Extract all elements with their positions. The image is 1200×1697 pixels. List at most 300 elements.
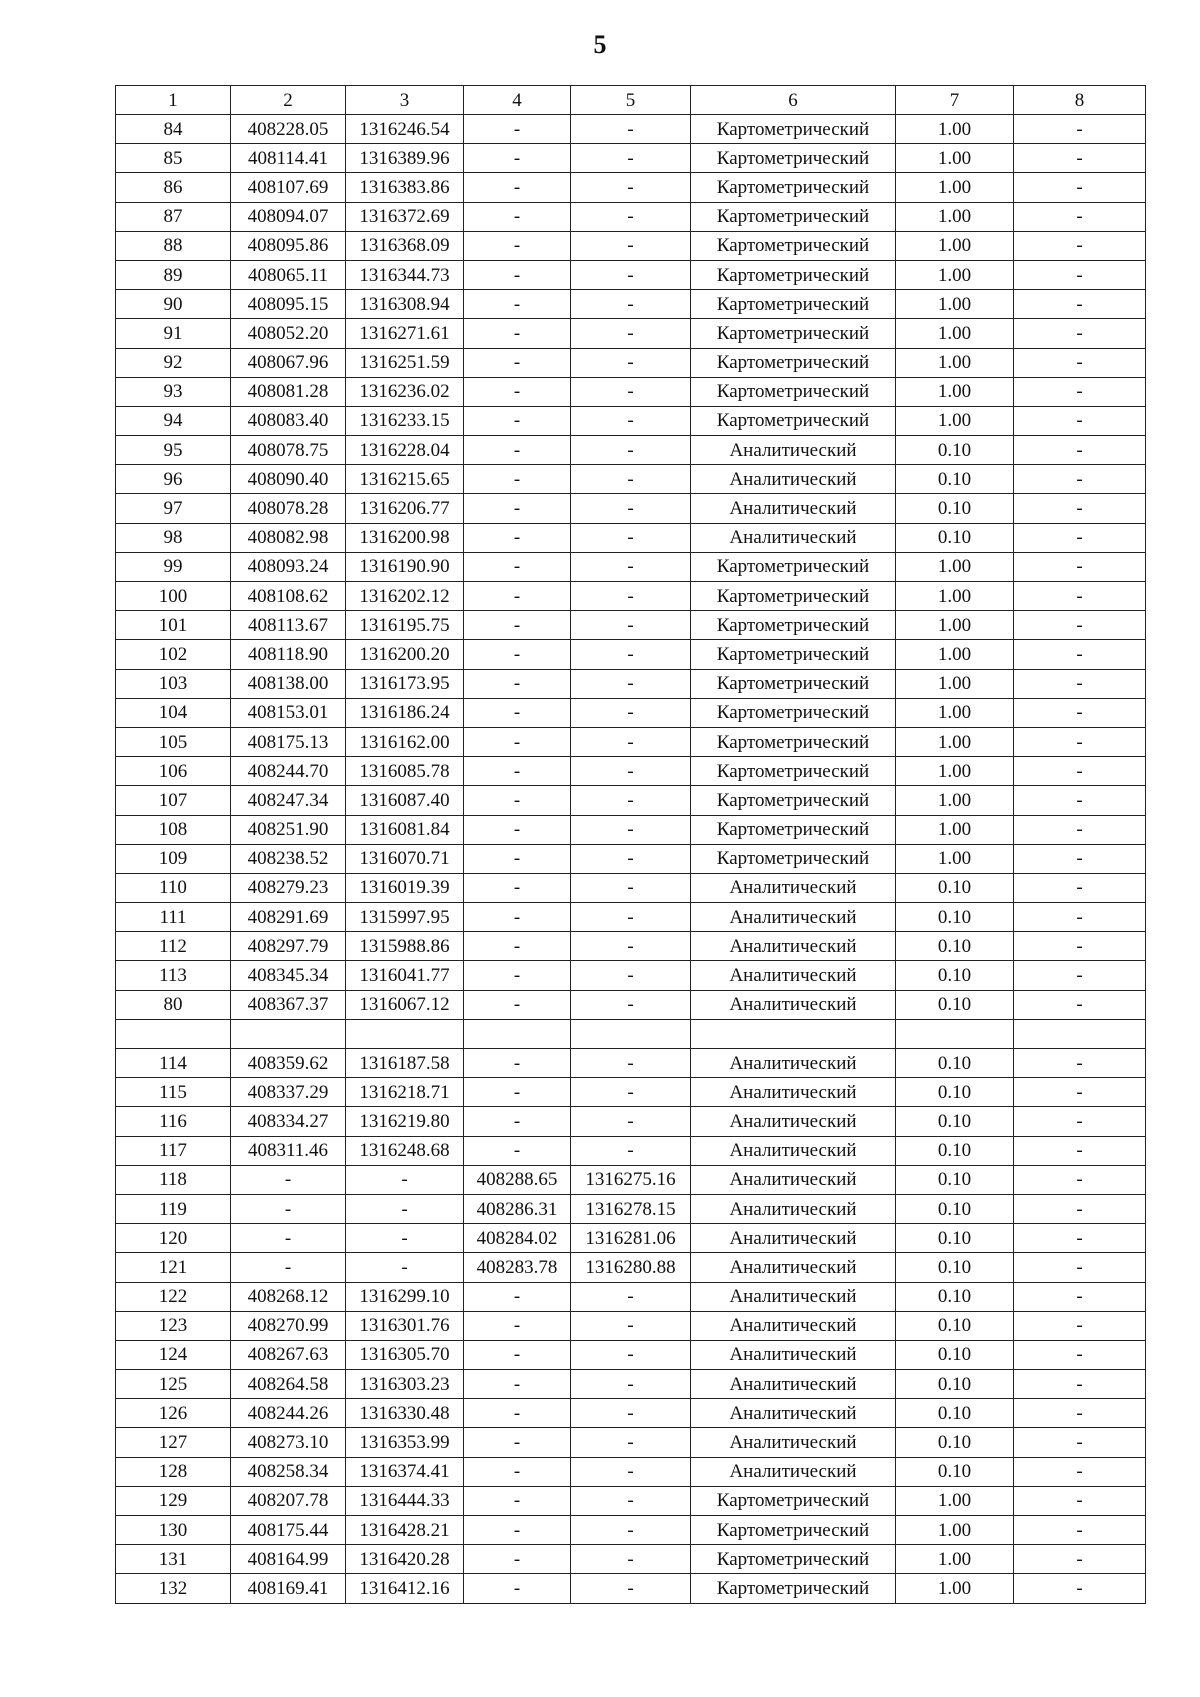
table-cell: -	[1014, 465, 1146, 494]
table-cell: 116	[116, 1107, 231, 1136]
table-cell: Аналитический	[691, 990, 896, 1019]
table-cell: 1316070.71	[346, 844, 464, 873]
table-cell: -	[571, 436, 691, 465]
table-cell: 1.00	[896, 319, 1014, 348]
table-cell: 1.00	[896, 640, 1014, 669]
table-row	[116, 1194, 1146, 1223]
table-cell: 85	[116, 144, 231, 173]
table-cell: 1316081.84	[346, 815, 464, 844]
table-cell: -	[1014, 1282, 1146, 1311]
table-cell: -	[464, 961, 571, 990]
table-cell: 408207.78	[231, 1486, 346, 1515]
table-row	[116, 1049, 1146, 1078]
table-cell: 408164.99	[231, 1545, 346, 1574]
table-cell: -	[464, 260, 571, 289]
table-cell: 408175.13	[231, 727, 346, 756]
table-cell: 91	[116, 319, 231, 348]
table-row	[116, 669, 1146, 698]
table-cell: 1316372.69	[346, 202, 464, 231]
table-cell: Аналитический	[691, 1399, 896, 1428]
table-cell: Картометрический	[691, 844, 896, 873]
table-cell: -	[571, 1282, 691, 1311]
table-cell: 1316218.71	[346, 1078, 464, 1107]
table-cell: -	[1014, 1049, 1146, 1078]
table-cell: 0.10	[896, 1399, 1014, 1428]
table-cell: 1.00	[896, 669, 1014, 698]
table-row	[116, 348, 1146, 377]
table-cell: 118	[116, 1165, 231, 1194]
table-cell: 1316275.16	[571, 1165, 691, 1194]
table-cell: Аналитический	[691, 1457, 896, 1486]
table-cell: 1316162.00	[346, 727, 464, 756]
table-cell: 1315988.86	[346, 932, 464, 961]
table-cell: 0.10	[896, 1165, 1014, 1194]
table-cell: 124	[116, 1340, 231, 1369]
table-cell: Картометрический	[691, 1545, 896, 1574]
table-row	[116, 903, 1146, 932]
table-cell: Картометрический	[691, 552, 896, 581]
table-cell: 1316412.16	[346, 1574, 464, 1603]
table-cell: 408337.29	[231, 1078, 346, 1107]
table-cell: 0.10	[896, 494, 1014, 523]
table-cell: 1316420.28	[346, 1545, 464, 1574]
table-cell: 113	[116, 961, 231, 990]
table-cell: -	[231, 1165, 346, 1194]
table-cell: 408052.20	[231, 319, 346, 348]
table-cell: 1316236.02	[346, 377, 464, 406]
table-cell: 408081.28	[231, 377, 346, 406]
table-cell: -	[464, 582, 571, 611]
table-row	[116, 1574, 1146, 1603]
table-cell: 1.00	[896, 1486, 1014, 1515]
table-cell: -	[464, 1370, 571, 1399]
table-cell: Аналитический	[691, 1194, 896, 1223]
table-cell: 1315997.95	[346, 903, 464, 932]
table-cell: -	[464, 844, 571, 873]
column-header: 8	[1014, 86, 1146, 115]
table-cell: -	[1014, 698, 1146, 727]
table-cell: -	[464, 903, 571, 932]
table-row	[116, 932, 1146, 961]
table-cell: 1.00	[896, 202, 1014, 231]
table-cell: -	[571, 290, 691, 319]
table-cell: Аналитический	[691, 1165, 896, 1194]
table-cell: -	[464, 1049, 571, 1078]
table-cell: 112	[116, 932, 231, 961]
table-cell: -	[571, 757, 691, 786]
table-cell: 408284.02	[464, 1224, 571, 1253]
table-cell: -	[1014, 844, 1146, 873]
table-cell: 123	[116, 1311, 231, 1340]
table-cell: -	[1014, 1370, 1146, 1399]
table-cell: -	[571, 961, 691, 990]
column-header: 5	[571, 86, 691, 115]
table-cell: -	[464, 1486, 571, 1515]
table-cell	[571, 1019, 691, 1048]
table-cell: -	[571, 494, 691, 523]
table-cell: 125	[116, 1370, 231, 1399]
table-cell: -	[571, 406, 691, 435]
column-header: 7	[896, 86, 1014, 115]
table-cell: -	[571, 903, 691, 932]
table-row	[116, 552, 1146, 581]
table-cell: 1316248.68	[346, 1136, 464, 1165]
table-cell: 408113.67	[231, 611, 346, 640]
table-cell: 408107.69	[231, 173, 346, 202]
table-cell: 1.00	[896, 173, 1014, 202]
table-cell: -	[1014, 815, 1146, 844]
table-cell: Картометрический	[691, 611, 896, 640]
table-cell: 90	[116, 290, 231, 319]
table-cell: -	[1014, 611, 1146, 640]
table-cell: 408118.90	[231, 640, 346, 669]
table-cell: 110	[116, 873, 231, 902]
table-cell: -	[464, 319, 571, 348]
table-cell: -	[346, 1194, 464, 1223]
table-cell: -	[1014, 406, 1146, 435]
table-cell: 1.00	[896, 757, 1014, 786]
table-row	[116, 1428, 1146, 1457]
table-row	[116, 1253, 1146, 1282]
table-cell: Картометрический	[691, 1516, 896, 1545]
table-cell: -	[464, 202, 571, 231]
table-cell: 1.00	[896, 290, 1014, 319]
table-cell: Картометрический	[691, 115, 896, 144]
table-cell: -	[571, 1370, 691, 1399]
table-cell: 408095.15	[231, 290, 346, 319]
table-cell: -	[231, 1253, 346, 1282]
table-cell: 408067.96	[231, 348, 346, 377]
table-cell: 0.10	[896, 903, 1014, 932]
table-cell	[464, 1019, 571, 1048]
table-cell: -	[1014, 1136, 1146, 1165]
table-row	[116, 1516, 1146, 1545]
table-cell: -	[571, 1136, 691, 1165]
table-cell: -	[1014, 290, 1146, 319]
table-cell: 1316444.33	[346, 1486, 464, 1515]
table-cell: 128	[116, 1457, 231, 1486]
table-cell: 1.00	[896, 815, 1014, 844]
table-row	[116, 173, 1146, 202]
table-cell: 114	[116, 1049, 231, 1078]
table-cell: 99	[116, 552, 231, 581]
table-cell: -	[464, 611, 571, 640]
table-cell: -	[571, 1107, 691, 1136]
table-cell: -	[1014, 669, 1146, 698]
table-cell: 95	[116, 436, 231, 465]
table-cell: 408279.23	[231, 873, 346, 902]
table-cell: 0.10	[896, 990, 1014, 1019]
table-cell: 119	[116, 1194, 231, 1223]
table-cell: -	[464, 348, 571, 377]
table-cell: -	[464, 144, 571, 173]
table-cell: 408267.63	[231, 1340, 346, 1369]
table-cell: 1316215.65	[346, 465, 464, 494]
table-cell: 408283.78	[464, 1253, 571, 1282]
table-cell: -	[1014, 1165, 1146, 1194]
table-cell: -	[571, 523, 691, 552]
table-cell: 1316281.06	[571, 1224, 691, 1253]
table-cell: -	[571, 1399, 691, 1428]
table-row	[116, 582, 1146, 611]
table-cell: -	[1014, 1078, 1146, 1107]
table-cell: 0.10	[896, 1107, 1014, 1136]
table-cell: 115	[116, 1078, 231, 1107]
table-cell: -	[571, 552, 691, 581]
table-cell: 1316278.15	[571, 1194, 691, 1223]
table-cell: 408065.11	[231, 260, 346, 289]
table-cell: -	[571, 873, 691, 902]
table-row	[116, 1370, 1146, 1399]
table-cell: 408090.40	[231, 465, 346, 494]
column-header: 4	[464, 86, 571, 115]
table-cell: 1316308.94	[346, 290, 464, 319]
table-cell: 1.00	[896, 260, 1014, 289]
table-cell: 109	[116, 844, 231, 873]
table-cell: 0.10	[896, 1428, 1014, 1457]
table-cell: -	[1014, 582, 1146, 611]
table-cell: -	[1014, 727, 1146, 756]
table-cell: -	[1014, 1224, 1146, 1253]
table-cell: 86	[116, 173, 231, 202]
table-cell: 0.10	[896, 1311, 1014, 1340]
table-cell: Картометрический	[691, 260, 896, 289]
table-cell: -	[464, 1340, 571, 1369]
table-cell: -	[464, 115, 571, 144]
table-cell: -	[1014, 1107, 1146, 1136]
table-cell: 408093.24	[231, 552, 346, 581]
table-cell: Аналитический	[691, 523, 896, 552]
table-cell: 0.10	[896, 1340, 1014, 1369]
table-cell: 88	[116, 231, 231, 260]
table-cell: 1316202.12	[346, 582, 464, 611]
table-row	[116, 523, 1146, 552]
table-cell: 87	[116, 202, 231, 231]
table-cell: 84	[116, 115, 231, 144]
coordinates-table	[115, 85, 1146, 1604]
table-cell: 1.00	[896, 348, 1014, 377]
table-cell: 1316246.54	[346, 115, 464, 144]
table-cell: -	[571, 786, 691, 815]
table-cell: 0.10	[896, 873, 1014, 902]
table-cell: -	[1014, 377, 1146, 406]
table-cell: 1.00	[896, 406, 1014, 435]
table-cell: 1.00	[896, 144, 1014, 173]
table-cell: -	[1014, 903, 1146, 932]
table-cell: -	[1014, 786, 1146, 815]
table-cell: -	[464, 406, 571, 435]
table-cell: -	[571, 1516, 691, 1545]
table-cell: 126	[116, 1399, 231, 1428]
table-cell: Картометрический	[691, 1574, 896, 1603]
table-cell: 0.10	[896, 1078, 1014, 1107]
table-cell: 121	[116, 1253, 231, 1282]
table-cell: 408311.46	[231, 1136, 346, 1165]
table-cell: 1.00	[896, 844, 1014, 873]
table-row	[116, 1486, 1146, 1515]
table-cell: -	[571, 348, 691, 377]
table-cell: 1316428.21	[346, 1516, 464, 1545]
table-cell: -	[571, 669, 691, 698]
table-cell: -	[1014, 202, 1146, 231]
table-cell: -	[571, 990, 691, 1019]
table-cell: 408238.52	[231, 844, 346, 873]
table-cell: 1316228.04	[346, 436, 464, 465]
table-row	[116, 990, 1146, 1019]
table-cell	[231, 1019, 346, 1048]
table-cell: 0.10	[896, 1194, 1014, 1223]
table-cell: -	[1014, 319, 1146, 348]
table-cell: 89	[116, 260, 231, 289]
table-cell: Картометрический	[691, 698, 896, 727]
table-row	[116, 377, 1146, 406]
table-body	[116, 115, 1146, 1604]
table-cell: -	[464, 698, 571, 727]
table-cell: 103	[116, 669, 231, 698]
table-cell: -	[231, 1224, 346, 1253]
table-cell: -	[571, 727, 691, 756]
table-cell: 1.00	[896, 727, 1014, 756]
table-cell: -	[464, 1311, 571, 1340]
table-cell: 117	[116, 1136, 231, 1165]
table-cell	[1014, 1019, 1146, 1048]
table-cell: 93	[116, 377, 231, 406]
table-cell: 408286.31	[464, 1194, 571, 1223]
table-cell: 1316067.12	[346, 990, 464, 1019]
table-cell	[896, 1019, 1014, 1048]
table-row	[116, 436, 1146, 465]
table-cell: 408244.70	[231, 757, 346, 786]
table-cell: 100	[116, 582, 231, 611]
table-cell	[691, 1019, 896, 1048]
table-cell: 408083.40	[231, 406, 346, 435]
table-cell: 122	[116, 1282, 231, 1311]
table-cell: -	[464, 1282, 571, 1311]
table-cell: Картометрический	[691, 727, 896, 756]
table-cell: 1316200.20	[346, 640, 464, 669]
table-cell: Аналитический	[691, 1253, 896, 1282]
table-cell: -	[1014, 523, 1146, 552]
table-cell: -	[464, 1428, 571, 1457]
table-cell: -	[1014, 144, 1146, 173]
table-cell: 408228.05	[231, 115, 346, 144]
table-cell: 94	[116, 406, 231, 435]
table-row	[116, 727, 1146, 756]
table-row	[116, 1107, 1146, 1136]
table-cell: 106	[116, 757, 231, 786]
table-cell: -	[1014, 990, 1146, 1019]
table-row	[116, 406, 1146, 435]
table-cell: 408334.27	[231, 1107, 346, 1136]
table-cell: 1.00	[896, 582, 1014, 611]
column-header: 1	[116, 86, 231, 115]
table-cell: -	[571, 115, 691, 144]
table-cell: -	[464, 757, 571, 786]
table-cell: 108	[116, 815, 231, 844]
table-cell: -	[464, 727, 571, 756]
table-cell: 1316186.24	[346, 698, 464, 727]
table-cell: 1316200.98	[346, 523, 464, 552]
table-cell: -	[1014, 494, 1146, 523]
table-cell	[346, 1019, 464, 1048]
table-cell: Картометрический	[691, 757, 896, 786]
table-cell: -	[464, 436, 571, 465]
table-cell: 0.10	[896, 1136, 1014, 1165]
table-cell: 408273.10	[231, 1428, 346, 1457]
table-row	[116, 873, 1146, 902]
table-cell: -	[1014, 1194, 1146, 1223]
table-cell: 105	[116, 727, 231, 756]
table-cell: -	[1014, 961, 1146, 990]
table-cell: Картометрический	[691, 1486, 896, 1515]
table-cell: -	[571, 1340, 691, 1369]
table-cell: 0.10	[896, 1253, 1014, 1282]
table-cell	[116, 1019, 231, 1048]
table-cell: -	[464, 1078, 571, 1107]
table-cell: -	[571, 640, 691, 669]
table-cell: Аналитический	[691, 1107, 896, 1136]
table-row	[116, 494, 1146, 523]
table-cell: -	[571, 319, 691, 348]
table-cell: Аналитический	[691, 436, 896, 465]
table-cell: Картометрический	[691, 582, 896, 611]
column-header: 6	[691, 86, 896, 115]
table-cell: 408094.07	[231, 202, 346, 231]
table-cell: -	[346, 1253, 464, 1282]
table-cell: -	[464, 231, 571, 260]
table-row	[116, 1019, 1146, 1048]
table-cell: 408270.99	[231, 1311, 346, 1340]
table-cell: Аналитический	[691, 1340, 896, 1369]
table-cell: 1316195.75	[346, 611, 464, 640]
table-row	[116, 231, 1146, 260]
table-row	[116, 844, 1146, 873]
table-cell: -	[1014, 1253, 1146, 1282]
table-cell: -	[1014, 757, 1146, 786]
column-header: 2	[231, 86, 346, 115]
table-cell: 1316374.41	[346, 1457, 464, 1486]
table-cell: 102	[116, 640, 231, 669]
table-cell: -	[571, 932, 691, 961]
table-cell: 111	[116, 903, 231, 932]
table-cell: 408264.58	[231, 1370, 346, 1399]
table-cell: 1.00	[896, 1516, 1014, 1545]
table-cell: Картометрический	[691, 348, 896, 377]
table-cell: -	[571, 1545, 691, 1574]
table-cell: 0.10	[896, 1049, 1014, 1078]
table-row	[116, 815, 1146, 844]
table-cell: Аналитический	[691, 1136, 896, 1165]
table-cell: 98	[116, 523, 231, 552]
table-cell: 408258.34	[231, 1457, 346, 1486]
table-cell: Картометрический	[691, 144, 896, 173]
table-cell: 127	[116, 1428, 231, 1457]
table-cell: 80	[116, 990, 231, 1019]
table-cell: 120	[116, 1224, 231, 1253]
table-row	[116, 1078, 1146, 1107]
table-cell: -	[1014, 1545, 1146, 1574]
table-cell: Аналитический	[691, 465, 896, 494]
table-cell: -	[464, 523, 571, 552]
table-cell: 1316085.78	[346, 757, 464, 786]
table-cell: 408297.79	[231, 932, 346, 961]
table-cell: 1316389.96	[346, 144, 464, 173]
table-cell: 408108.62	[231, 582, 346, 611]
table-cell: 96	[116, 465, 231, 494]
table-cell: Аналитический	[691, 1370, 896, 1399]
table-cell: -	[571, 582, 691, 611]
table-cell: 1316383.86	[346, 173, 464, 202]
